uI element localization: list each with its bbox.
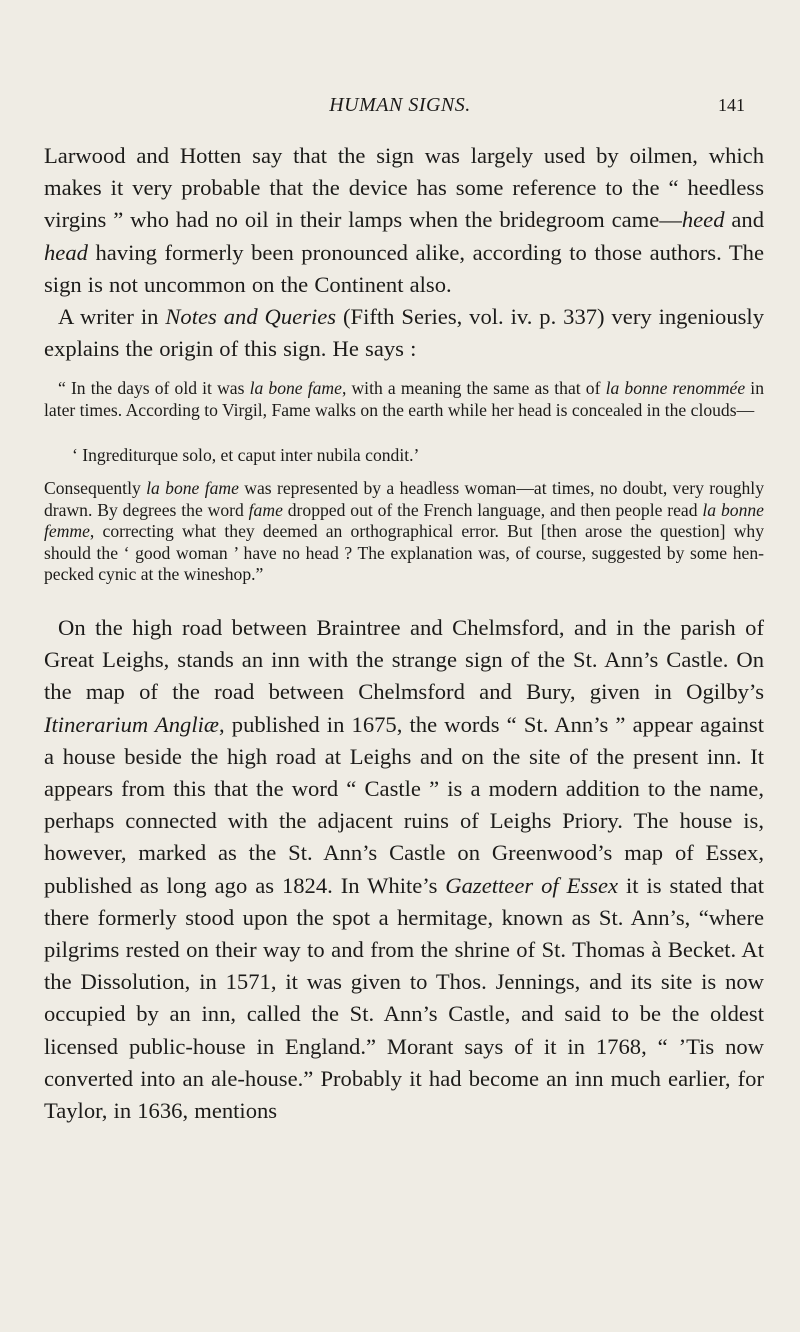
paragraph-oilmen-sign bbox=[44, 140, 764, 365]
quote-body-text-1: Consequently bbox=[44, 478, 147, 498]
la-bonne-renommee: la bonne renommée bbox=[605, 378, 746, 398]
word-heed: heed bbox=[681, 207, 725, 233]
para1-and: and bbox=[724, 207, 764, 233]
para1-text-b: having formerly been pronounced alike, according to those authors. The sign is not uncommon on the Continent also. bbox=[44, 239, 764, 297]
word-fame: fame bbox=[248, 499, 283, 520]
quote-body-text-2: was represented by a headless woman—at times, no doubt, very roughly drawn. By degrees the word bbox=[44, 478, 764, 520]
la-bonne-femme: la bonne femme bbox=[44, 499, 764, 542]
la-bone-fame-2: la bone fame bbox=[146, 478, 239, 498]
running-head bbox=[0, 94, 800, 124]
quote-intro-text-1: “ In the days of old it was bbox=[58, 378, 250, 398]
para1-text-a: Larwood and Hotten say that the sign was largely used by oilmen, which makes it very probable that the device has some reference to the “ heedless virgins ” who had no oil in their lamps when the bridegroom came— bbox=[44, 143, 764, 233]
la-bone-fame-1: la bone fame bbox=[249, 378, 342, 398]
quote-intro bbox=[44, 378, 764, 421]
word-head: head bbox=[44, 239, 88, 265]
running-title: HUMAN SIGNS. bbox=[329, 94, 471, 116]
quote-body-text-4: , correcting what they deemed an orthographical error. But [then arose the question] why should the ‘ good woman ’ have no head ? The explanation was, of course, suggested by some hen-pecked cynic at the wineshop.” bbox=[44, 521, 764, 585]
gazetteer-of-essex-title: Gazetteer of Essex bbox=[445, 872, 619, 898]
quote-body-text-3: dropped out of the French language, and then people read bbox=[282, 499, 703, 520]
para1-text-c2: (Fifth Series, vol. iv. p. 337) very ingeniously explains the origin of this sign. He says : bbox=[44, 304, 764, 362]
quote-intro-text-2: , with a meaning the same as that of bbox=[341, 378, 606, 398]
page-number: 141 bbox=[718, 95, 745, 115]
para2-text-c: it is stated that there formerly stood upon the spot a hermitage, known as St. Ann’s, “where pilgrims rested on their way to and from the shrine of St. Thomas à Becket. At the Dissolution, in 1571, it was given to Thos. Jennings, and its site is now occupied by an inn, called the St. Ann’s Castle, and said to be the oldest licensed public-house in England.” Morant says of it in 1768, “ ’Tis now converted into an ale-house.” Probably it had become an inn much earlier, for Taylor, in 1636, mentions bbox=[44, 872, 764, 1124]
para2-text-b: , published in 1675, the words “ St. Ann’s ” appear against a house beside the high road at Leighs and on the site of the present inn. It appears from this that the word “ Castle ” is a modern addition to the name, perhaps connected with the adjacent ruins of Leighs Priory. The house is, however, marked as the St. Ann’s Castle on Greenwood’s map of Essex, published as long ago as 1824. In White’s bbox=[44, 711, 764, 898]
itinerarium-angliae-title: Itinerarium Angliæ bbox=[44, 711, 219, 737]
para2-text-a: On the high road between Braintree and Chelmsford, and in the parish of Great Leighs, stands an inn with the strange sign of the St. Ann’s Castle. On the map of the road between Chelmsford and Bury, given in Ogilby’s bbox=[44, 615, 764, 705]
virgil-verse: ‘ Ingrediturque solo, et caput inter nubila condit.’ bbox=[72, 445, 420, 465]
quote-body bbox=[44, 478, 764, 586]
notes-and-queries-title: Notes and Queries bbox=[165, 304, 337, 330]
para1-text-c1: A writer in bbox=[58, 304, 166, 330]
quote-intro-text-3: in later times. According to Virgil, Fame walks on the earth while her head is concealed in the clouds— bbox=[44, 378, 764, 420]
paragraph-st-anns-castle bbox=[44, 612, 764, 1127]
